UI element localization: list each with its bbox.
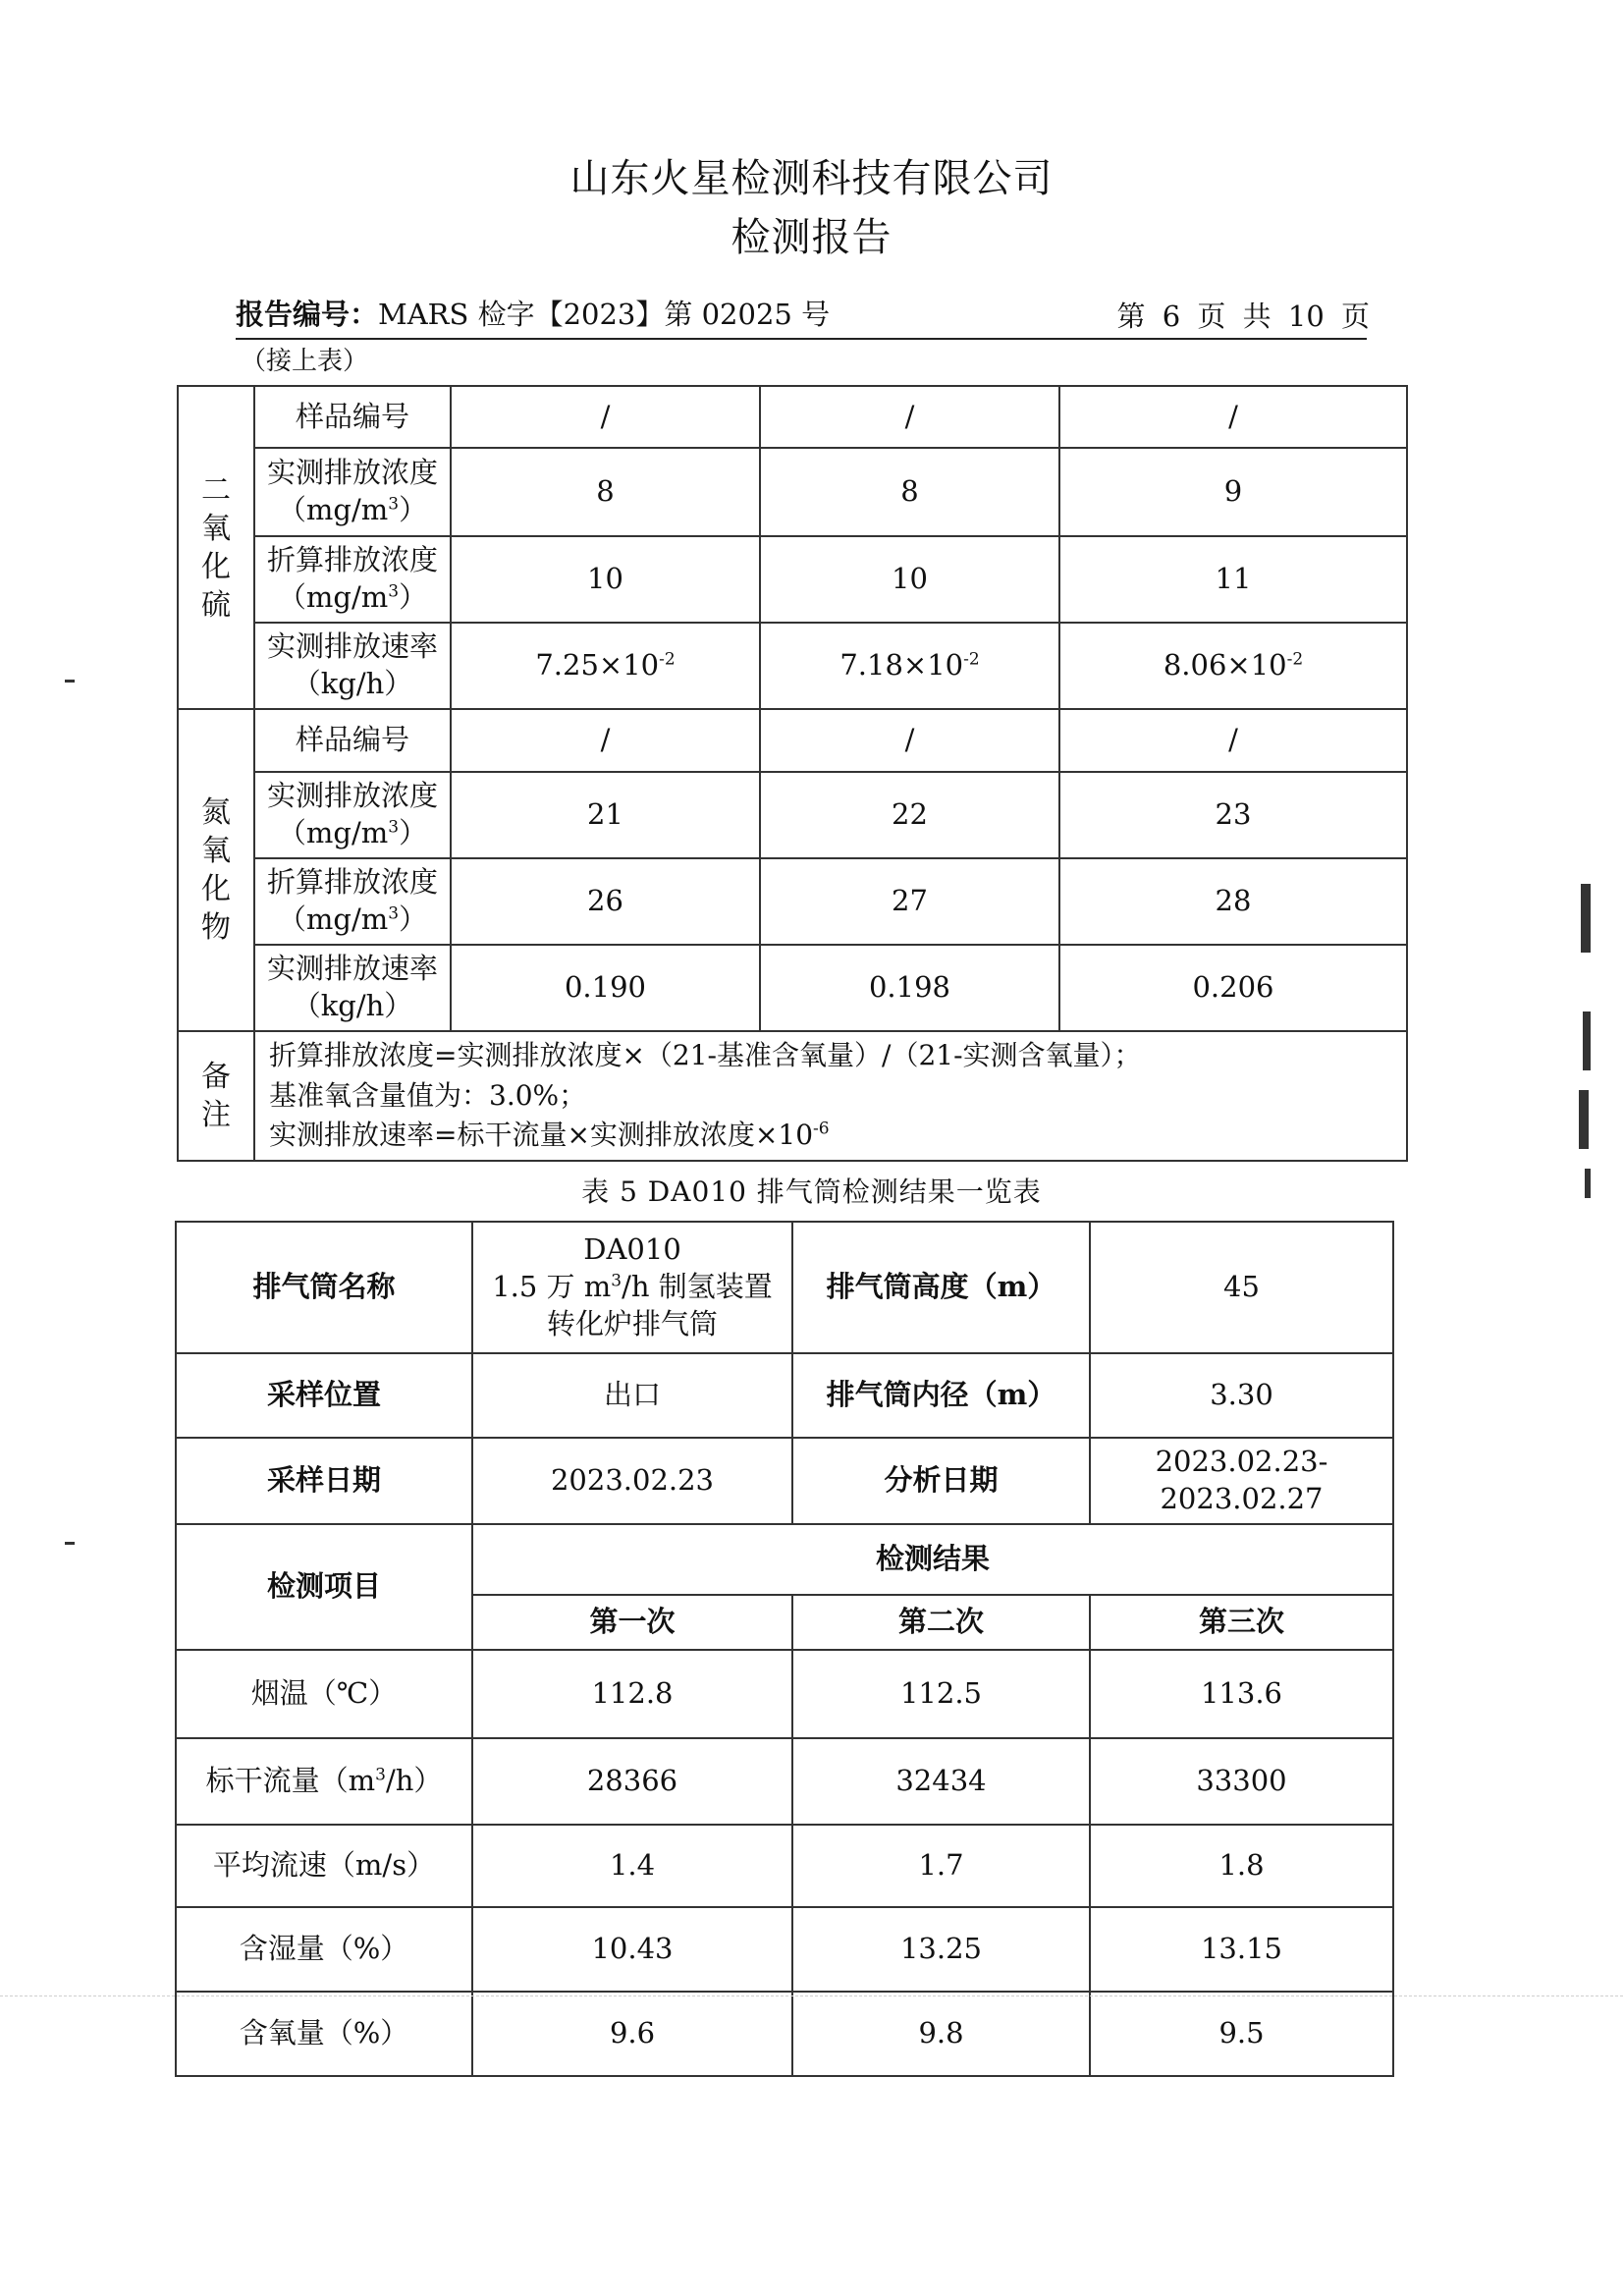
nox-measured-label: 实测排放浓度 $(mg/m^3)$ [254,772,451,858]
remarks-line-3: 实测排放速率=标干流量×实测排放浓度$\times 10^{-6}$ [269,1119,830,1152]
nox-rate-row [178,945,1407,1031]
report-title: 检测报告 [730,215,893,260]
nox-measured-1: 21 [451,772,760,858]
remarks-line-1: 折算排放浓度=实测排放浓度×（21-基准含氧量）/（21-实测含氧量）； [269,1039,1142,1071]
velocity-1: 1.4 [472,1825,792,1907]
scan-mark [1579,1090,1589,1149]
analysis-date-label: 分析日期 [792,1438,1090,1524]
sampling-date-value: 2023.02.23 [472,1438,792,1524]
scan-mark [1581,884,1591,953]
sampling-location-label: 采样位置 [176,1353,472,1438]
nox-rate-3: 0.206 [1059,945,1407,1031]
nox-rate-2: 0.198 [760,945,1059,1031]
analysis-date-value: 2023.02.23- 2023.02.27 [1090,1438,1393,1524]
nox-sample-2: / [760,709,1059,772]
so2-converted-3: 11 [1059,536,1407,623]
flue-temp-1: 112.8 [472,1650,792,1738]
so2-converted-1: 10 [451,536,760,623]
table5-date-row [176,1438,1393,1524]
so2-rate-2: $7.18\times 10^{-2}$ [760,623,1059,709]
velocity-label: 平均流速（m/s） [176,1825,472,1907]
flow-rate-label: 标干流量$(m^3/h)$ [176,1738,472,1825]
nox-group-label: 氮氧化物 [178,709,254,1031]
stack-name-label: 排气筒名称 [176,1222,472,1353]
nox-converted-3: 28 [1059,858,1407,945]
so2-rate-1: $7.25\times 10^{-2}$ [451,623,760,709]
so2-converted-row [178,536,1407,623]
so2-sample-label: 样品编号 [254,386,451,448]
continued-note: （接上表） [241,347,369,376]
table-row [176,1650,1393,1738]
remarks-row [178,1031,1407,1161]
flue-temp-label: 烟温（℃） [176,1650,472,1738]
velocity-3: 1.8 [1090,1825,1393,1907]
so2-rate-3: $8.06\times 10^{-2}$ [1059,623,1407,709]
nox-converted-label: 折算排放浓度 $(mg/m^3)$ [254,858,451,945]
velocity-2: 1.7 [792,1825,1090,1907]
oxygen-label: 含氧量（%） [176,1992,472,2076]
so2-group-label: 二氧化硫 [178,386,254,709]
table5-location-row [176,1353,1393,1438]
scan-mark [65,1542,75,1545]
table5 [175,1221,1394,2077]
stack-diameter-label: 排气筒内径（m） [792,1353,1090,1438]
result-label: 检测结果 [472,1524,1393,1595]
emission-table-continued [177,385,1408,1162]
so2-converted-label: 折算排放浓度 $(mg/m^3)$ [254,536,451,623]
flue-temp-2: 112.5 [792,1650,1090,1738]
nox-sample-1: / [451,709,760,772]
run-3-header: 第三次 [1090,1595,1393,1650]
stack-diameter-value: 3.30 [1090,1353,1393,1438]
so2-rate-row [178,623,1407,709]
run-2-header: 第二次 [792,1595,1090,1650]
so2-converted-2: 10 [760,536,1059,623]
table5-stack-row [176,1222,1393,1353]
nox-sample-row [178,709,1407,772]
so2-measured-2: 8 [760,448,1059,536]
table-row [176,1907,1393,1992]
so2-sample-row [178,386,1407,448]
scan-mark [1583,1011,1591,1070]
stack-height-value: 45 [1090,1222,1393,1353]
nox-converted-1: 26 [451,858,760,945]
moisture-3: 13.15 [1090,1907,1393,1992]
table-row [176,1992,1393,2076]
company-name: 山东火星检测科技有限公司 [569,156,1054,201]
moisture-1: 10.43 [472,1907,792,1992]
scan-mark [1585,1169,1591,1198]
oxygen-1: 9.6 [472,1992,792,2076]
so2-sample-2: / [760,386,1059,448]
table5-header-row [176,1524,1393,1595]
page-info: 第 6 页 共 10 页 [1116,300,1370,333]
report-number-label: 报告编号： [236,298,379,331]
table5-caption: 表 5 DA010 排气筒检测结果一览表 [581,1175,1042,1208]
scan-mark [65,680,75,683]
so2-measured-label: 实测排放浓度 $(mg/m^3)$ [254,448,451,536]
so2-measured-3: 9 [1059,448,1407,536]
so2-rate-label: 实测排放速率 （kg/h） [254,623,451,709]
moisture-label: 含湿量（%） [176,1907,472,1992]
run-1-header: 第一次 [472,1595,792,1650]
oxygen-2: 9.8 [792,1992,1090,2076]
remarks-line-2: 基准氧含量值为：3.0%； [269,1078,587,1112]
sampling-date-label: 采样日期 [176,1438,472,1524]
header-rule [236,338,1367,340]
nox-measured-3: 23 [1059,772,1407,858]
sampling-location-value: 出口 [472,1353,792,1438]
nox-measured-row [178,772,1407,858]
scan-fold-line [0,1995,1623,1996]
nox-sample-label: 样品编号 [254,709,451,772]
item-label: 检测项目 [176,1524,472,1650]
report-number [236,293,830,333]
nox-converted-row [178,858,1407,945]
so2-measured-row [178,448,1407,536]
nox-converted-2: 27 [760,858,1059,945]
so2-measured-1: 8 [451,448,760,536]
flue-temp-3: 113.6 [1090,1650,1393,1738]
moisture-2: 13.25 [792,1907,1090,1992]
stack-name-value: DA010 1.5 万 $m^3/h$ 制氢装置 转化炉排气筒 [472,1222,792,1353]
remarks-text [254,1031,1407,1161]
flow-rate-2: 32434 [792,1738,1090,1825]
nox-rate-label: 实测排放速率 （kg/h） [254,945,451,1031]
nox-rate-1: 0.190 [451,945,760,1031]
stack-height-label: 排气筒高度（m） [792,1222,1090,1353]
oxygen-3: 9.5 [1090,1992,1393,2076]
flow-rate-3: 33300 [1090,1738,1393,1825]
report-number-value: MARS 检字【2023】第 02025 号 [378,298,831,331]
nox-sample-3: / [1059,709,1407,772]
so2-sample-3: / [1059,386,1407,448]
so2-sample-1: / [451,386,760,448]
table-row [176,1825,1393,1907]
remarks-label: 备注 [178,1031,254,1161]
nox-measured-2: 22 [760,772,1059,858]
table-row [176,1738,1393,1825]
flow-rate-1: 28366 [472,1738,792,1825]
